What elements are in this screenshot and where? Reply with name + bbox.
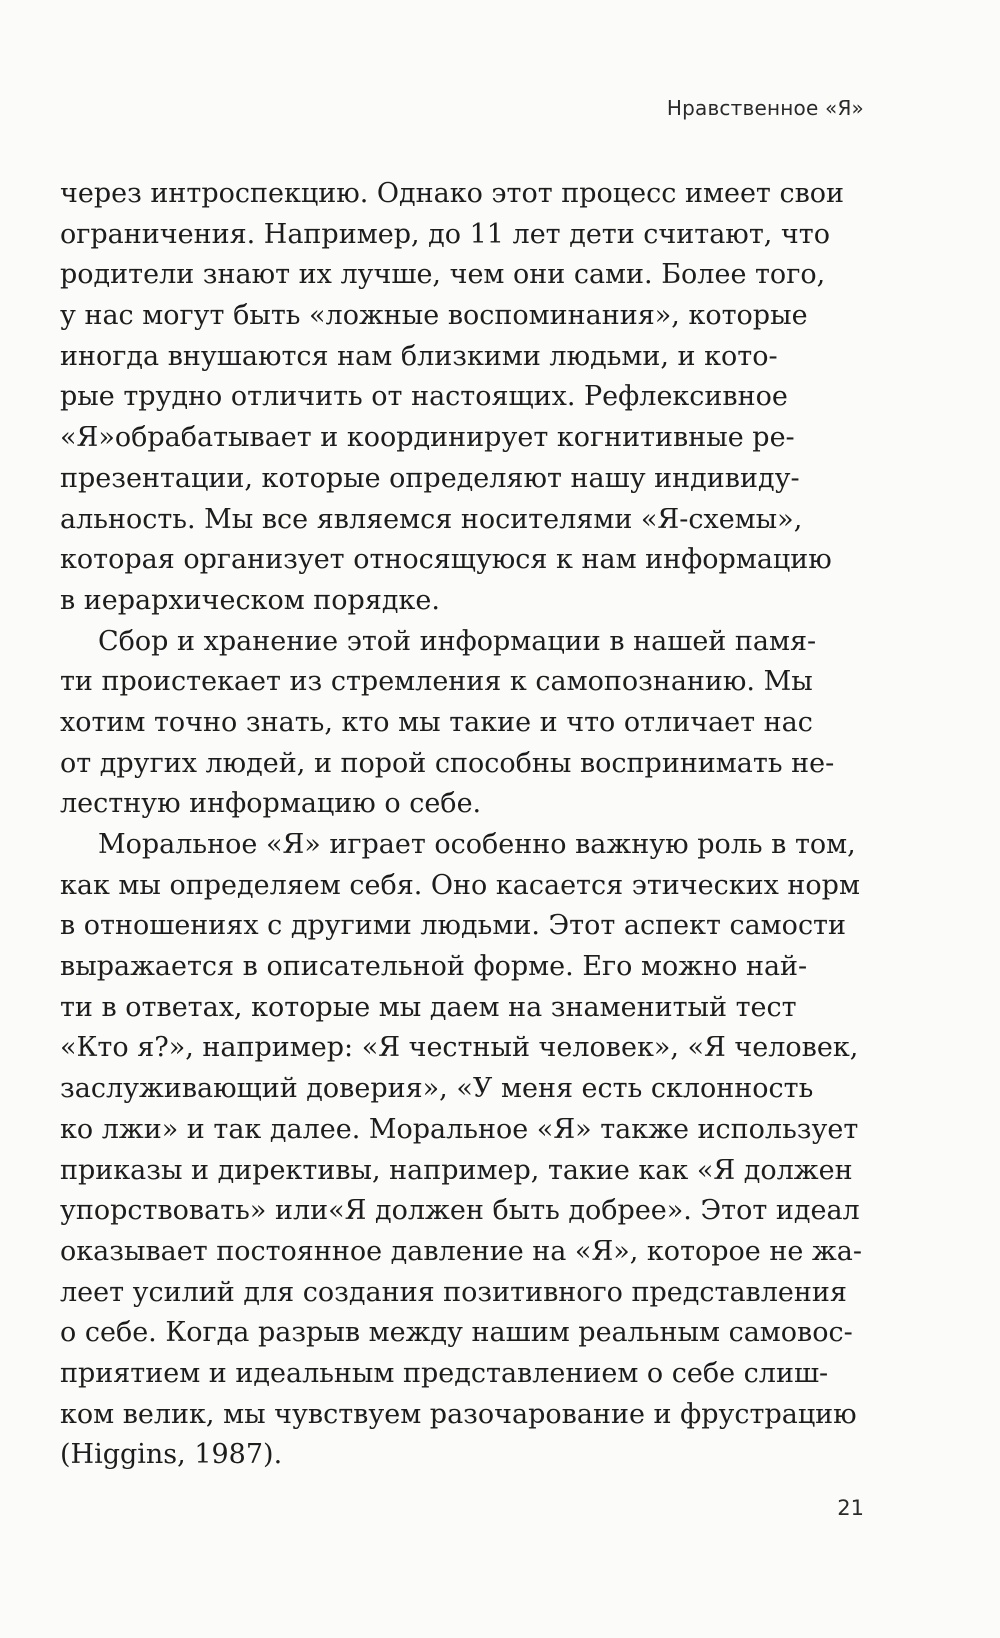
text-line: ти в ответах, которые мы даем на знаменитый тест <box>60 991 797 1023</box>
text-line: ограничения. Например, до 11 лет дети считают, что <box>60 218 830 250</box>
text-line: приятием и идеальным представлением о себе слиш- <box>60 1357 829 1389</box>
text-line: альность. Мы все являемся носителями «Я-схемы», <box>60 503 803 535</box>
text-line: лестную информацию о себе. <box>60 788 482 820</box>
text-line: которая организует относящуюся к нам информацию <box>60 544 832 576</box>
text-line: в отношениях с другими людьми. Этот аспект самости <box>60 910 846 942</box>
page-number: 21 <box>837 1496 864 1520</box>
body-text <box>60 174 866 1476</box>
text-line: как мы определяем себя. Оно касается этических норм <box>60 869 860 901</box>
text-line: Сбор и хранение этой информации в нашей памя- <box>98 625 817 657</box>
text-line: леет усилий для создания позитивного представления <box>60 1276 847 1308</box>
text-line: о себе. Когда разрыв между нашим реальным самовос- <box>60 1317 853 1349</box>
text-line: приказы и директивы, например, такие как «Я должен <box>60 1154 853 1186</box>
running-head: Нравственное «Я» <box>666 96 864 120</box>
text-line: в иерархическом порядке. <box>60 584 440 616</box>
text-line: ком велик, мы чувствуем разочарование и фрустрацию <box>60 1398 857 1430</box>
text-line: ти проистекает из стремления к самопознанию. Мы <box>60 666 813 698</box>
text-line: упорствовать» или«Я должен быть добрее». Этот идеал <box>60 1195 860 1227</box>
text-line: рые трудно отличить от настоящих. Рефлексивное <box>60 381 788 413</box>
text-line: (Higgins, 1987). <box>60 1439 283 1471</box>
text-line: хотим точно знать, кто мы такие и что отличает нас <box>60 706 813 738</box>
text-line: Моральное «Я» играет особенно важную роль в том, <box>98 829 856 860</box>
text-line: оказывает постоянное давление на «Я», которое не жа- <box>60 1235 862 1267</box>
text-line: «Кто я?», например: «Я честный человек», «Я человек, <box>60 1032 859 1064</box>
text-line: родители знают их лучше, чем они сами. Более того, <box>60 259 826 291</box>
text-line: презентации, которые определяют нашу индивиду- <box>60 462 800 494</box>
text-line: у нас могут быть «ложные воспоминания», которые <box>60 300 808 332</box>
text-line: иногда внушаются нам близкими людьми, и кото- <box>60 340 778 372</box>
text-line: выражается в описательной форме. Его можно най- <box>60 951 808 983</box>
text-line: от других людей, и порой способны воспринимать не- <box>60 747 835 779</box>
text-line: через интроспекцию. Однако этот процесс имеет свои <box>60 178 845 209</box>
text-line: ко лжи» и так далее. Моральное «Я» также использует <box>60 1113 859 1145</box>
text-line: заслуживающий доверия», «У меня есть склонность <box>60 1073 814 1105</box>
text-line: «Я»обрабатывает и координирует когнитивные ре- <box>60 422 795 454</box>
